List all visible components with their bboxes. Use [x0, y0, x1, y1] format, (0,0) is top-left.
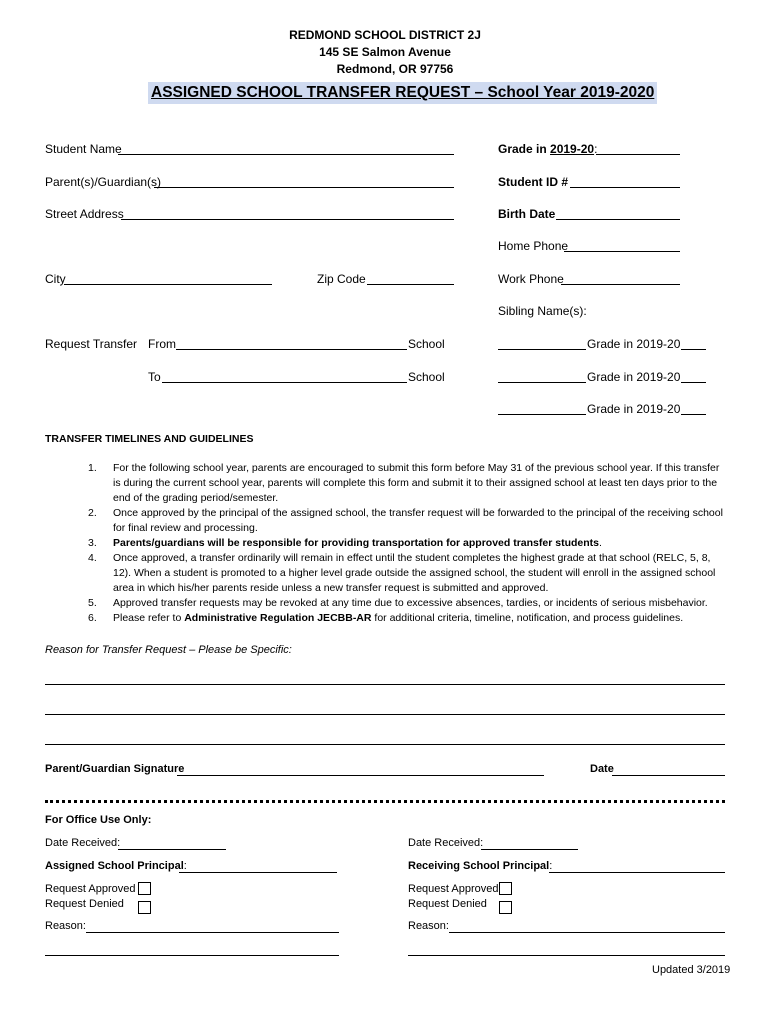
receiving-denied-label: Request Denied	[408, 898, 487, 910]
sibling-names-label: Sibling Name(s):	[498, 304, 587, 318]
guideline-item: 4. Once approved, a transfer ordinarily will remain in effect until the student completes the highest grade at that school (RELC, 5, 8, 12). When a student is promoted to a higher level grade outside the assigned school, the student will enroll in the assigned school area in which his/her parents reside unless a new transfer request is submitted and approved.	[88, 552, 716, 594]
student-name-label: Student Name	[45, 142, 122, 156]
request-transfer-label: Request Transfer	[45, 337, 138, 351]
sibling-name-field-3[interactable]	[498, 414, 586, 415]
guideline-item: 2. Once approved by the principal of the assigned school, the transfer request will be forwarded to the principal of the receiving school for final review and processing.	[88, 507, 723, 534]
receiving-reason-field[interactable]	[449, 932, 725, 933]
work-phone-label: Work Phone	[498, 272, 564, 286]
receiving-date-received-label: Date Received:	[408, 837, 484, 849]
zip-code-label: Zip Code	[317, 272, 366, 286]
reason-prompt: Reason for Transfer Request – Please be Specific:	[45, 644, 292, 656]
updated-date: Updated 3/2019	[652, 964, 731, 976]
guidelines-heading: TRANSFER TIMELINES AND GUIDELINES	[45, 433, 254, 445]
assigned-approved-checkbox[interactable]	[138, 882, 151, 895]
zip-code-field[interactable]	[367, 284, 454, 285]
receiving-approved-checkbox[interactable]	[499, 882, 512, 895]
to-label: To	[148, 370, 161, 384]
assigned-reason-field[interactable]	[86, 932, 339, 933]
receiving-date-received-field[interactable]	[481, 849, 578, 850]
receiving-reason-label: Reason:	[408, 920, 449, 932]
birth-date-label: Birth Date	[498, 207, 556, 221]
home-phone-label: Home Phone	[498, 239, 569, 253]
student-id-label: Student ID #	[498, 175, 569, 189]
guideline-item: 5. Approved transfer requests may be revoked at any time due to excessive absences, tardies, or incidents of serious misbehavior.	[88, 597, 708, 609]
guideline-item: 1. For the following school year, parents are encouraged to submit this form before May 31 of the previous school year. If this transfer is during the current school year, parents will complete this form and submit it to their assigned school at least ten days prior to the end of the grading period/semester.	[88, 462, 720, 504]
sibling-grade-field-1[interactable]	[681, 349, 706, 350]
office-use-heading: For Office Use Only:	[45, 814, 152, 826]
guideline-item: 3. Parents/guardians will be responsible for providing transportation for approved transfer students.	[88, 537, 602, 549]
from-school-field[interactable]	[176, 349, 407, 350]
city-label: City	[45, 272, 66, 286]
assigned-date-received-label: Date Received:	[45, 837, 121, 849]
home-phone-field[interactable]	[564, 251, 680, 252]
from-school-label: School	[408, 337, 445, 351]
office-divider	[45, 800, 725, 803]
receiving-denied-checkbox[interactable]	[499, 901, 512, 914]
assigned-reason-label: Reason:	[45, 920, 86, 932]
parents-label: Parent(s)/Guardian(s)	[45, 175, 162, 189]
sibling-grade-label-2: Grade in 2019-20	[587, 370, 681, 384]
parents-field[interactable]	[154, 187, 454, 188]
assigned-principal-field[interactable]	[179, 872, 337, 873]
signature-label: Parent/Guardian Signature	[45, 763, 185, 775]
to-school-label: School	[408, 370, 445, 384]
street-address-label: Street Address	[45, 207, 124, 221]
district-address-line2: Redmond, OR 97756	[336, 62, 454, 76]
reason-line-3[interactable]	[45, 744, 725, 745]
student-id-field[interactable]	[570, 187, 680, 188]
street-address-field[interactable]	[121, 219, 454, 220]
to-school-field[interactable]	[162, 382, 407, 383]
sibling-name-field-1[interactable]	[498, 349, 586, 350]
work-phone-field[interactable]	[561, 284, 680, 285]
assigned-principal-label: Assigned School Principal:	[45, 860, 187, 872]
sibling-grade-label-3: Grade in 2019-20	[587, 402, 681, 416]
from-label: From	[148, 337, 176, 351]
assigned-denied-label: Request Denied	[45, 898, 124, 910]
assigned-date-received-field[interactable]	[118, 849, 226, 850]
sibling-grade-field-2[interactable]	[681, 382, 706, 383]
reason-line-1[interactable]	[45, 684, 725, 685]
district-name: REDMOND SCHOOL DISTRICT 2J	[289, 28, 481, 42]
receiving-principal-label: Receiving School Principal:	[408, 860, 553, 872]
district-address-line1: 145 SE Salmon Avenue	[319, 45, 451, 59]
receiving-reason-field-2[interactable]	[408, 955, 725, 956]
birth-date-field[interactable]	[556, 219, 680, 220]
grade-field[interactable]	[596, 154, 680, 155]
reason-line-2[interactable]	[45, 714, 725, 715]
signature-field[interactable]	[177, 775, 544, 776]
assigned-approved-label: Request Approved	[45, 883, 136, 895]
receiving-approved-label: Request Approved	[408, 883, 499, 895]
city-field[interactable]	[64, 284, 272, 285]
assigned-denied-checkbox[interactable]	[138, 901, 151, 914]
signature-date-field[interactable]	[612, 775, 725, 776]
grade-label: Grade in 2019-20:	[498, 142, 598, 156]
sibling-grade-field-3[interactable]	[681, 414, 706, 415]
guideline-item: 6. Please refer to Administrative Regulation JECBB-AR for additional criteria, timeline, notification, and process guidelines.	[88, 612, 684, 624]
sibling-grade-label-1: Grade in 2019-20	[587, 337, 681, 351]
signature-date-label: Date	[590, 763, 614, 775]
form-title: ASSIGNED SCHOOL TRANSFER REQUEST – School Year 2019-2020	[148, 82, 657, 104]
student-name-field[interactable]	[118, 154, 454, 155]
receiving-principal-field[interactable]	[549, 872, 725, 873]
assigned-reason-field-2[interactable]	[45, 955, 339, 956]
sibling-name-field-2[interactable]	[498, 382, 586, 383]
